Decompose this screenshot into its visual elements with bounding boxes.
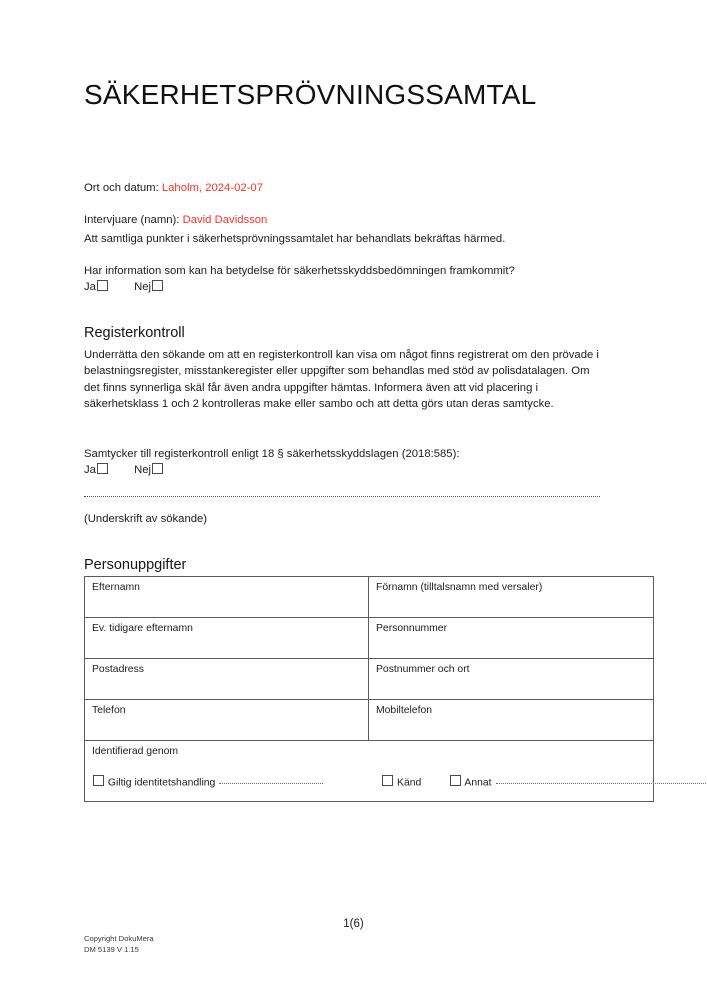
table-row: [85, 618, 654, 659]
leader-line-giltig[interactable]: [219, 783, 323, 784]
information-question-text: Har information som kan ha betydelse för säkerhetsskyddsbedömningen framkommit?: [84, 265, 515, 277]
place-and-date-value: Laholm, 2024-02-07: [161, 182, 263, 194]
identification-option-annat: [449, 775, 707, 790]
table-row: [85, 700, 654, 741]
cell-telefon[interactable]: Telefon: [85, 700, 369, 741]
cell-personnummer[interactable]: Personnummer: [369, 618, 654, 659]
place-and-date-line: [84, 180, 263, 196]
checkbox-giltig-identitetshandling[interactable]: [93, 775, 104, 786]
footer-copyright: Copyright DokuMera: [84, 934, 154, 943]
cell-tidigare-efternamn[interactable]: Ev. tidigare efternamn: [85, 618, 369, 659]
identification-options: [92, 775, 646, 790]
checkbox-kand[interactable]: [382, 775, 393, 786]
answer-no-label: Nej: [134, 281, 152, 293]
table-row: [85, 659, 654, 700]
checkbox-no-consent[interactable]: [152, 463, 163, 474]
consent-answers: [84, 462, 164, 478]
cell-postnummer-och-ort[interactable]: Postnummer och ort: [369, 659, 654, 700]
page-title: SÄKERHETSPRÖVNINGSSAMTAL: [84, 79, 537, 110]
leader-line-annat[interactable]: [496, 783, 707, 784]
consent-no-label: Nej: [134, 464, 152, 476]
personal-details-table: [84, 576, 654, 802]
interviewer-value: David Davidsson: [182, 214, 268, 226]
confirmation-text: Att samtliga punkter i säkerhetsprövningssamtalet har behandlats bekräftas härmed.: [84, 233, 506, 245]
table-row-identification: [85, 741, 654, 802]
identification-option-kand-label: Känd: [397, 777, 422, 789]
checkbox-yes-consent[interactable]: [97, 463, 108, 474]
cell-efternamn[interactable]: Efternamn: [85, 577, 369, 618]
registerkontroll-paragraph: Underrätta den sökande om att en registerkontroll kan visa om något finns registrerat om den prövade i belastningsregister, misstankeregister eller uppgifter som behandlas med stöd av polisdatalagen. Om det finns synnerliga skäl får även andra uppgifter hämtas. Informera även att vid placering i säkerhetsklass 1 och 2 kontrolleras make eller sambo och att detta görs utan deras samtycke.: [84, 349, 599, 411]
signature-caption: (Underskrift av sökande): [84, 513, 208, 525]
footer-copyright-block: [84, 934, 154, 955]
identification-option-annat-label: Annat: [464, 777, 492, 789]
section-heading-registerkontroll: Registerkontroll: [84, 325, 185, 341]
cell-mobiltelefon[interactable]: Mobiltelefon: [369, 700, 654, 741]
identification-option-giltig: [92, 775, 323, 790]
table-row: [85, 577, 654, 618]
answer-yes-label: Ja: [84, 281, 96, 293]
section-heading-personuppgifter: Personuppgifter: [84, 557, 187, 573]
checkbox-no-information[interactable]: [152, 280, 163, 291]
cell-postadress[interactable]: Postadress: [85, 659, 369, 700]
footer-document-code: DM 5139 V 1.15: [84, 944, 139, 954]
interviewer-line: [84, 212, 267, 228]
page-number: 1(6): [343, 918, 364, 930]
cell-identifierad-genom: [85, 741, 654, 802]
identification-label: Identifierad genom: [92, 746, 179, 757]
interviewer-label: Intervjuare (namn):: [84, 214, 180, 226]
signature-line[interactable]: [84, 496, 600, 497]
information-question-answers: [84, 279, 164, 295]
consent-yes-label: Ja: [84, 464, 96, 476]
cell-fornamn[interactable]: Förnamn (tilltalsnamn med versaler): [369, 577, 654, 618]
checkbox-yes-information[interactable]: [97, 280, 108, 291]
place-and-date-label: Ort och datum:: [84, 182, 159, 194]
identification-option-giltig-label: Giltig identitetshandling: [107, 777, 216, 789]
consent-question-text: Samtycker till registerkontroll enligt 18 § säkerhetsskyddslagen (2018:585):: [84, 448, 460, 460]
identification-option-kand: [381, 775, 421, 790]
checkbox-annat[interactable]: [450, 775, 461, 786]
